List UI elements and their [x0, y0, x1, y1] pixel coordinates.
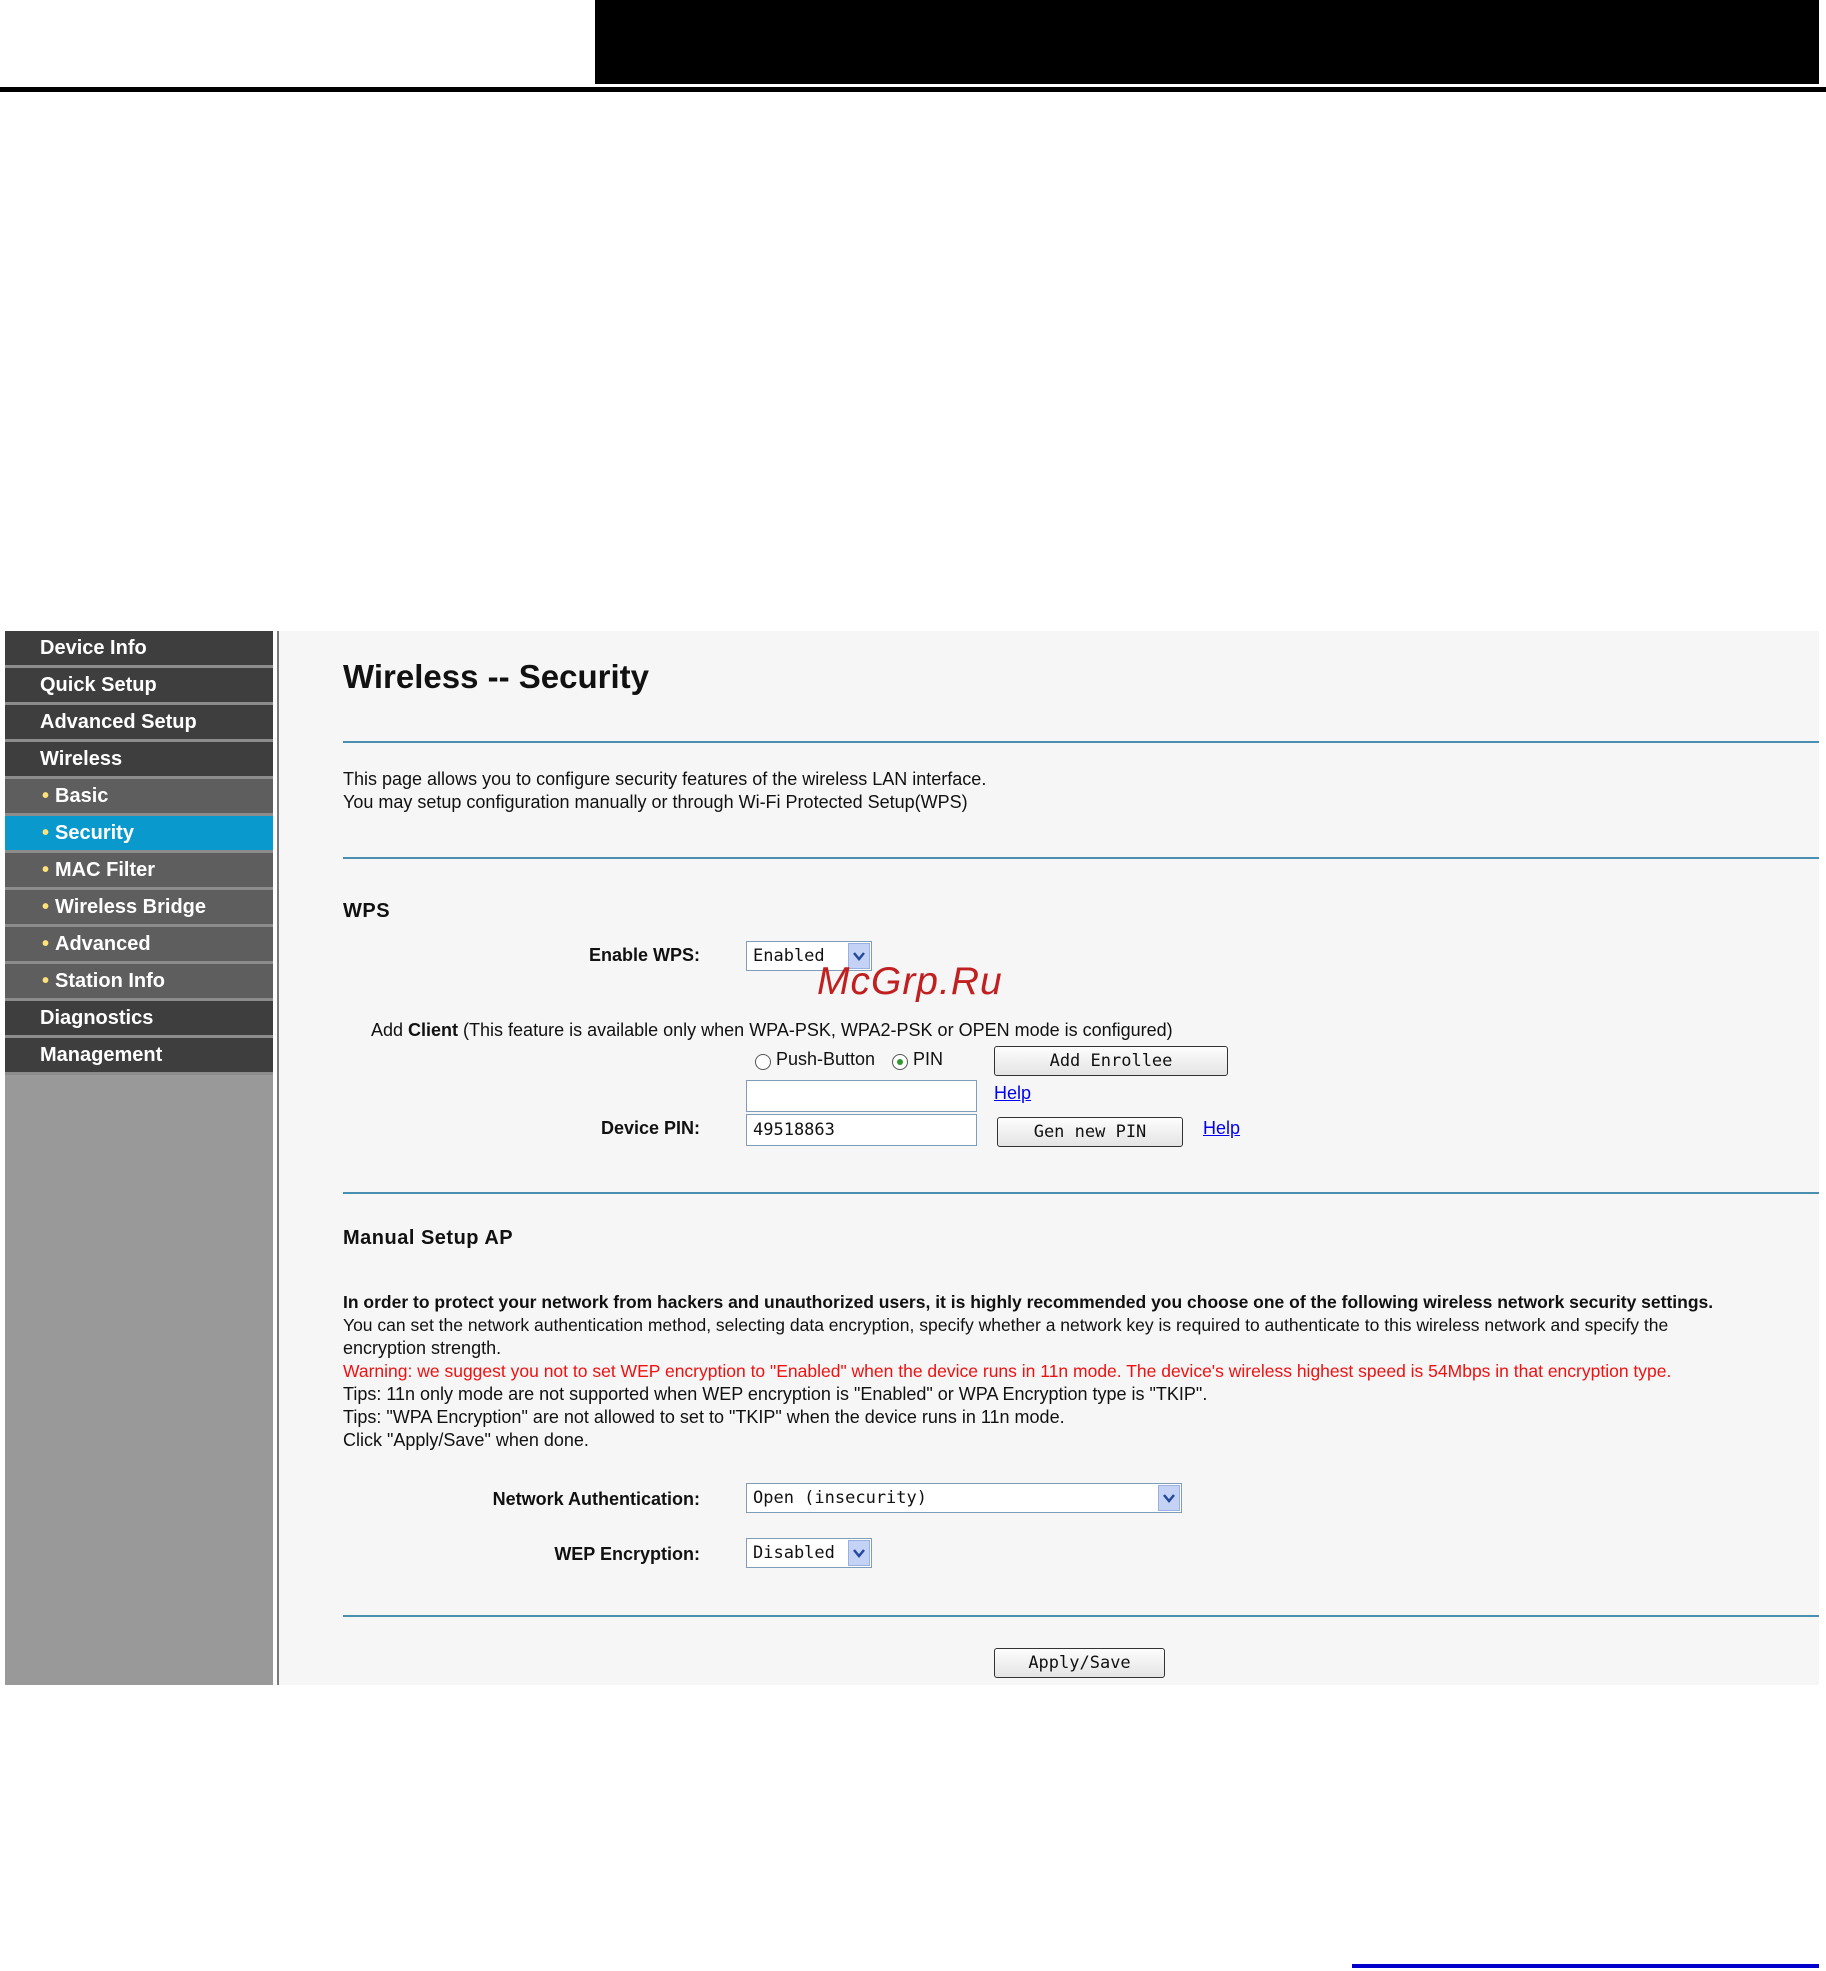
sidebar-item-wireless[interactable] [5, 742, 273, 779]
sidebar-item-label: Wireless [40, 748, 123, 770]
intro-line-2: You may setup configuration manually or through Wi-Fi Protected Setup(WPS) [343, 792, 968, 812]
enrollee-pin-input[interactable] [746, 1080, 977, 1112]
footer-line [1352, 1964, 1819, 1968]
add-client-bold: Client [408, 1020, 459, 1040]
add-enrollee-button[interactable]: Add Enrollee [994, 1046, 1228, 1076]
header-black-bar [595, 0, 1819, 84]
gen-new-pin-button[interactable]: Gen new PIN [997, 1117, 1183, 1147]
sidebar-item-label: Quick Setup [40, 674, 157, 696]
tip-11n: Tips: 11n only mode are not supported when WEP encryption is "Enabled" or WPA Encryption type is "TKIP". [343, 1384, 1208, 1404]
apply-note: Click "Apply/Save" when done. [343, 1430, 589, 1450]
add-client-text: (This feature is available only when WPA-PSK, WPA2-PSK or OPEN mode is configured) [458, 1020, 1173, 1040]
security-recommendation: In order to protect your network from hackers and unauthorized users, it is highly recommended you choose one of the following wireless network security settings. [343, 1292, 1714, 1312]
divider [343, 741, 1819, 743]
help-link[interactable]: Help [994, 1083, 1032, 1103]
network-auth-select[interactable] [746, 1483, 1182, 1513]
sidebar-item-label: Basic [55, 785, 109, 807]
wep-warning: Warning: we suggest you not to set WEP encryption to "Enabled" when the device runs in 11n mode. The device's wireless highest speed is 54Mbps in that encryption type. [343, 1361, 1672, 1381]
enable-wps-label: Enable WPS: [588, 945, 700, 965]
sidebar-item-label: MAC Filter [55, 859, 156, 881]
apply-save-button[interactable]: Apply/Save [994, 1648, 1165, 1678]
sidebar-item-basic[interactable] [5, 779, 273, 816]
sidebar-item-label: Wireless Bridge [55, 896, 207, 918]
chevron-down-icon[interactable] [1158, 1485, 1180, 1511]
sidebar-item-quick-setup[interactable] [5, 668, 273, 705]
pin-label: PIN [913, 1049, 944, 1069]
sidebar-item-device-info[interactable] [5, 631, 273, 668]
device-pin-label: Device PIN: [600, 1118, 700, 1138]
sidebar-divider-shadow [277, 631, 279, 1685]
router-screenshot [5, 631, 1819, 1685]
sidebar-item-label: Device Info [40, 637, 147, 659]
network-auth-value: Open (insecurity) [753, 1488, 927, 1508]
wps-section-title: WPS [343, 900, 391, 922]
sidebar-item-label: Advanced [55, 933, 151, 955]
sidebar-item-label: Station Info [55, 970, 165, 992]
sidebar-item-management[interactable] [5, 1038, 273, 1075]
wep-encryption-label: WEP Encryption: [554, 1544, 700, 1564]
bullet-icon: • [42, 933, 50, 955]
sidebar-menu [5, 631, 273, 1075]
tip-wpa: Tips: "WPA Encryption" are not allowed to set to "TKIP" when the device runs in 11n mode. [343, 1407, 1065, 1427]
divider [343, 857, 1819, 859]
wep-encryption-select[interactable] [746, 1538, 872, 1568]
sidebar-item-advanced-setup[interactable] [5, 705, 273, 742]
network-auth-label: Network Authentication: [492, 1489, 700, 1509]
bullet-icon: • [42, 822, 50, 844]
divider [343, 1615, 1819, 1617]
auth-description-cont: encryption strength. [343, 1338, 502, 1358]
divider [343, 1192, 1819, 1194]
push-button-label: Push-Button [776, 1049, 876, 1069]
auth-description: You can set the network authentication method, selecting data encryption, specify whether a network key is required to authenticate to this wireless network and specify the [343, 1315, 1669, 1335]
bullet-icon: • [42, 970, 50, 992]
device-pin-field[interactable]: 49518863 [746, 1114, 977, 1146]
help-link[interactable]: Help [1203, 1118, 1241, 1138]
add-client-note [371, 1019, 1173, 1042]
sidebar-item-advanced[interactable] [5, 927, 273, 964]
bullet-icon: • [42, 896, 50, 918]
sidebar-item-diagnostics[interactable] [5, 1001, 273, 1038]
sidebar-item-wireless-bridge[interactable] [5, 890, 273, 927]
sidebar-item-security[interactable] [5, 816, 273, 853]
add-client-prefix: Add [371, 1020, 409, 1040]
sidebar-item-label: Advanced Setup [40, 711, 197, 733]
wep-encryption-value: Disabled [753, 1543, 835, 1563]
sidebar-item-station-info[interactable] [5, 964, 273, 1001]
sidebar-item-mac-filter[interactable] [5, 853, 273, 890]
page-title: Wireless -- Security [343, 658, 649, 695]
intro-line-1: This page allows you to configure security features of the wireless LAN interface. [343, 769, 987, 789]
enable-wps-value: Enabled [753, 946, 825, 966]
sidebar [5, 631, 273, 1685]
chevron-down-icon[interactable] [848, 1540, 870, 1566]
bullet-icon: • [42, 785, 50, 807]
manual-setup-title: Manual Setup AP [343, 1227, 514, 1249]
push-button-radio[interactable] [755, 1054, 771, 1070]
watermark: McGrp.Ru [817, 960, 1003, 1003]
pin-radio[interactable] [892, 1054, 908, 1070]
sidebar-item-label: Diagnostics [40, 1007, 154, 1029]
header-rule [0, 87, 1826, 92]
sidebar-item-label: Security [55, 822, 134, 844]
bullet-icon: • [42, 859, 50, 881]
sidebar-item-label: Management [40, 1044, 163, 1066]
